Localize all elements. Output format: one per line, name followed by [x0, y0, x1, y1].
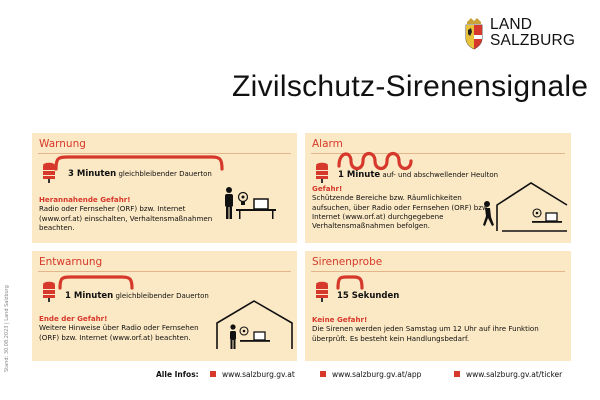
panel-heading: Warnung	[39, 138, 86, 150]
signal-duration	[338, 170, 498, 180]
page-title: Zivilschutz-Sirenensignale	[232, 70, 589, 103]
duration-desc: gleichbleibender Dauerton	[115, 292, 209, 300]
logo-line-1: LAND	[490, 16, 533, 33]
instruction-text: Die Sirenen werden jeden Samstag um 12 Uhr auf ihre Funktion überprüft. Es besteht kein Handlungsbedarf.	[312, 324, 539, 343]
link-salzburg-website[interactable]: www.salzburg.gv.at	[210, 370, 295, 379]
duration-value: 1 Minuten	[65, 291, 114, 301]
duration-value: 15 Sekunden	[337, 291, 400, 301]
signal-duration	[65, 291, 209, 301]
bullet-square-icon	[320, 371, 326, 377]
panel-body	[312, 184, 498, 230]
panel-heading: Alarm	[312, 138, 343, 150]
edition-stamp: Stand: 30.08.2023 | Land Salzburg	[4, 285, 10, 372]
house-shelter-icon	[497, 183, 567, 231]
panel-alarm	[305, 133, 571, 243]
footer-label: Alle Infos:	[156, 370, 199, 379]
danger-label: Gefahr!	[312, 184, 343, 193]
danger-label: Herannahende Gefahr!	[39, 195, 131, 204]
logo-wordmark	[490, 17, 575, 49]
duration-value: 1 Minute	[338, 170, 381, 180]
panel-entwarnung	[32, 251, 297, 361]
siren-icon	[43, 282, 55, 302]
panel-body	[39, 314, 215, 342]
signal-duration	[337, 291, 399, 301]
signal-rising-falling-tone-icon	[339, 154, 411, 169]
panel-heading: Entwarnung	[39, 256, 103, 268]
siren-icon	[43, 163, 55, 183]
signal-constant-tone-icon	[56, 157, 222, 169]
salzburg-crest-icon	[464, 16, 484, 50]
instruction-text: Radio oder Fernseher (ORF) bzw. Internet (www.orf.at) einschalten, Verhaltensmaßnahmen beachten.	[39, 204, 213, 232]
duration-desc: gleichbleibender Dauerton	[118, 170, 212, 178]
house-with-person-icon	[217, 301, 292, 349]
sirenenprobe-illustration	[305, 251, 571, 361]
signal-short-tone-icon	[338, 277, 362, 288]
land-salzburg-logo	[464, 16, 582, 52]
person-at-tv-icon	[225, 187, 276, 219]
link-salzburg-app[interactable]: www.salzburg.gv.at/app	[320, 370, 421, 379]
siren-icon	[316, 282, 328, 302]
panel-sirenenprobe	[305, 251, 571, 361]
signal-constant-tone-icon	[60, 277, 132, 288]
instruction-text: Schützende Bereiche bzw. Räumlichkeiten aufsuchen, über Radio oder Fernsehen (ORF) bzw. Internet (www.orf.at) durchgegebene Verhaltensmaßnahmen befolgen.	[312, 193, 490, 231]
siren-icon	[316, 163, 328, 183]
duration-value: 3 Minuten	[68, 169, 117, 179]
panel-body	[39, 195, 221, 232]
panel-body	[312, 315, 566, 343]
bullet-square-icon	[454, 371, 460, 377]
panel-warnung	[32, 133, 297, 243]
link-salzburg-ticker[interactable]: www.salzburg.gv.at/ticker	[454, 370, 562, 379]
bullet-square-icon	[210, 371, 216, 377]
danger-label: Keine Gefahr!	[312, 315, 368, 324]
footer-links	[0, 370, 600, 384]
signal-duration	[68, 169, 212, 179]
duration-desc: auf- und abschwellender Heulton	[382, 171, 499, 179]
danger-label: Ende der Gefahr!	[39, 314, 108, 323]
instruction-text: Weitere Hinweise über Radio oder Fernsehen (ORF) bzw. Internet (www.orf.at) beachten.	[39, 323, 199, 342]
entwarnung-illustration	[32, 251, 297, 361]
logo-line-2: SALZBURG	[490, 32, 576, 49]
panel-heading: Sirenenprobe	[312, 256, 383, 268]
